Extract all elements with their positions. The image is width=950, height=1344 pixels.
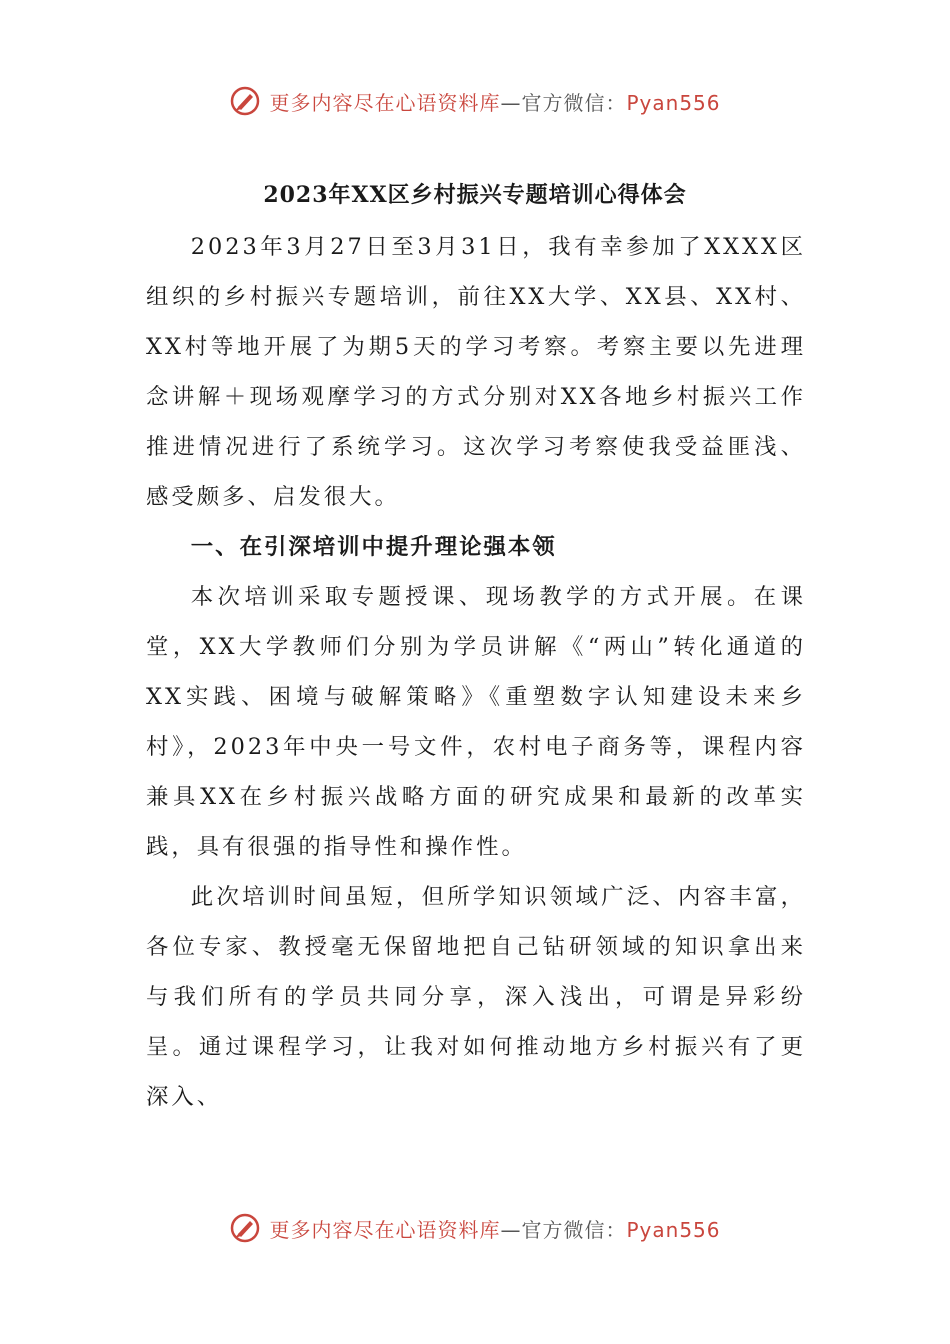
watermark-main: 更多内容尽在心语资料库 [269,90,501,115]
pen-logo-icon [229,1212,261,1244]
watermark-label: 官方微信： [521,1217,627,1242]
watermark-label: 官方微信： [521,90,627,115]
document-body [146,222,806,1122]
pen-logo-icon [229,85,261,117]
footer-watermark [0,1212,950,1244]
section-heading-1: 一、在引深培训中提升理论强本领 [190,534,557,560]
watermark-dash: — [500,90,522,115]
watermark-text [269,87,720,116]
watermark-id: Pyan556 [626,90,721,115]
watermark-dash: — [500,1217,522,1242]
paragraph-summary: 此次培训时间虽短，但所学知识领域广泛、内容丰富，各位专家、教授毫无保留地把自己钻研领域的知识拿出来与我们所有的学员共同分享，深入浅出，可谓是异彩纷呈。通过课程学习，让我对如何推动地方乡村振兴有了更深入、 [146,884,806,1110]
watermark-main: 更多内容尽在心语资料库 [269,1217,501,1242]
watermark-id: Pyan556 [626,1217,721,1242]
paragraph-intro: 2023年3月27日至3月31日，我有幸参加了XXXX区组织的乡村振兴专题培训，前往XX大学、XX县、XX村、XX村等地开展了为期5天的学习考察。考察主要以先进理念讲解＋现场观摩学习的方式分别对XX各地乡村振兴工作推进情况进行了系统学习。这次学习考察使我受益匪浅、感受颇多、启发很大。 [146,234,806,510]
paragraph-training: 本次培训采取专题授课、现场教学的方式开展。在课堂，XX大学教师们分别为学员讲解《“两山”转化通道的XX实践、困境与破解策略》《重塑数字认知建设未来乡村》，2023年中央一号文件，农村电子商务等，课程内容兼具XX在乡村振兴战略方面的研究成果和最新的改革实践，具有很强的指导性和操作性。 [146,584,806,860]
watermark-text [269,1214,720,1243]
header-watermark [0,85,950,117]
document-title: 2023年XX区乡村振兴专题培训心得体会 [263,182,687,208]
